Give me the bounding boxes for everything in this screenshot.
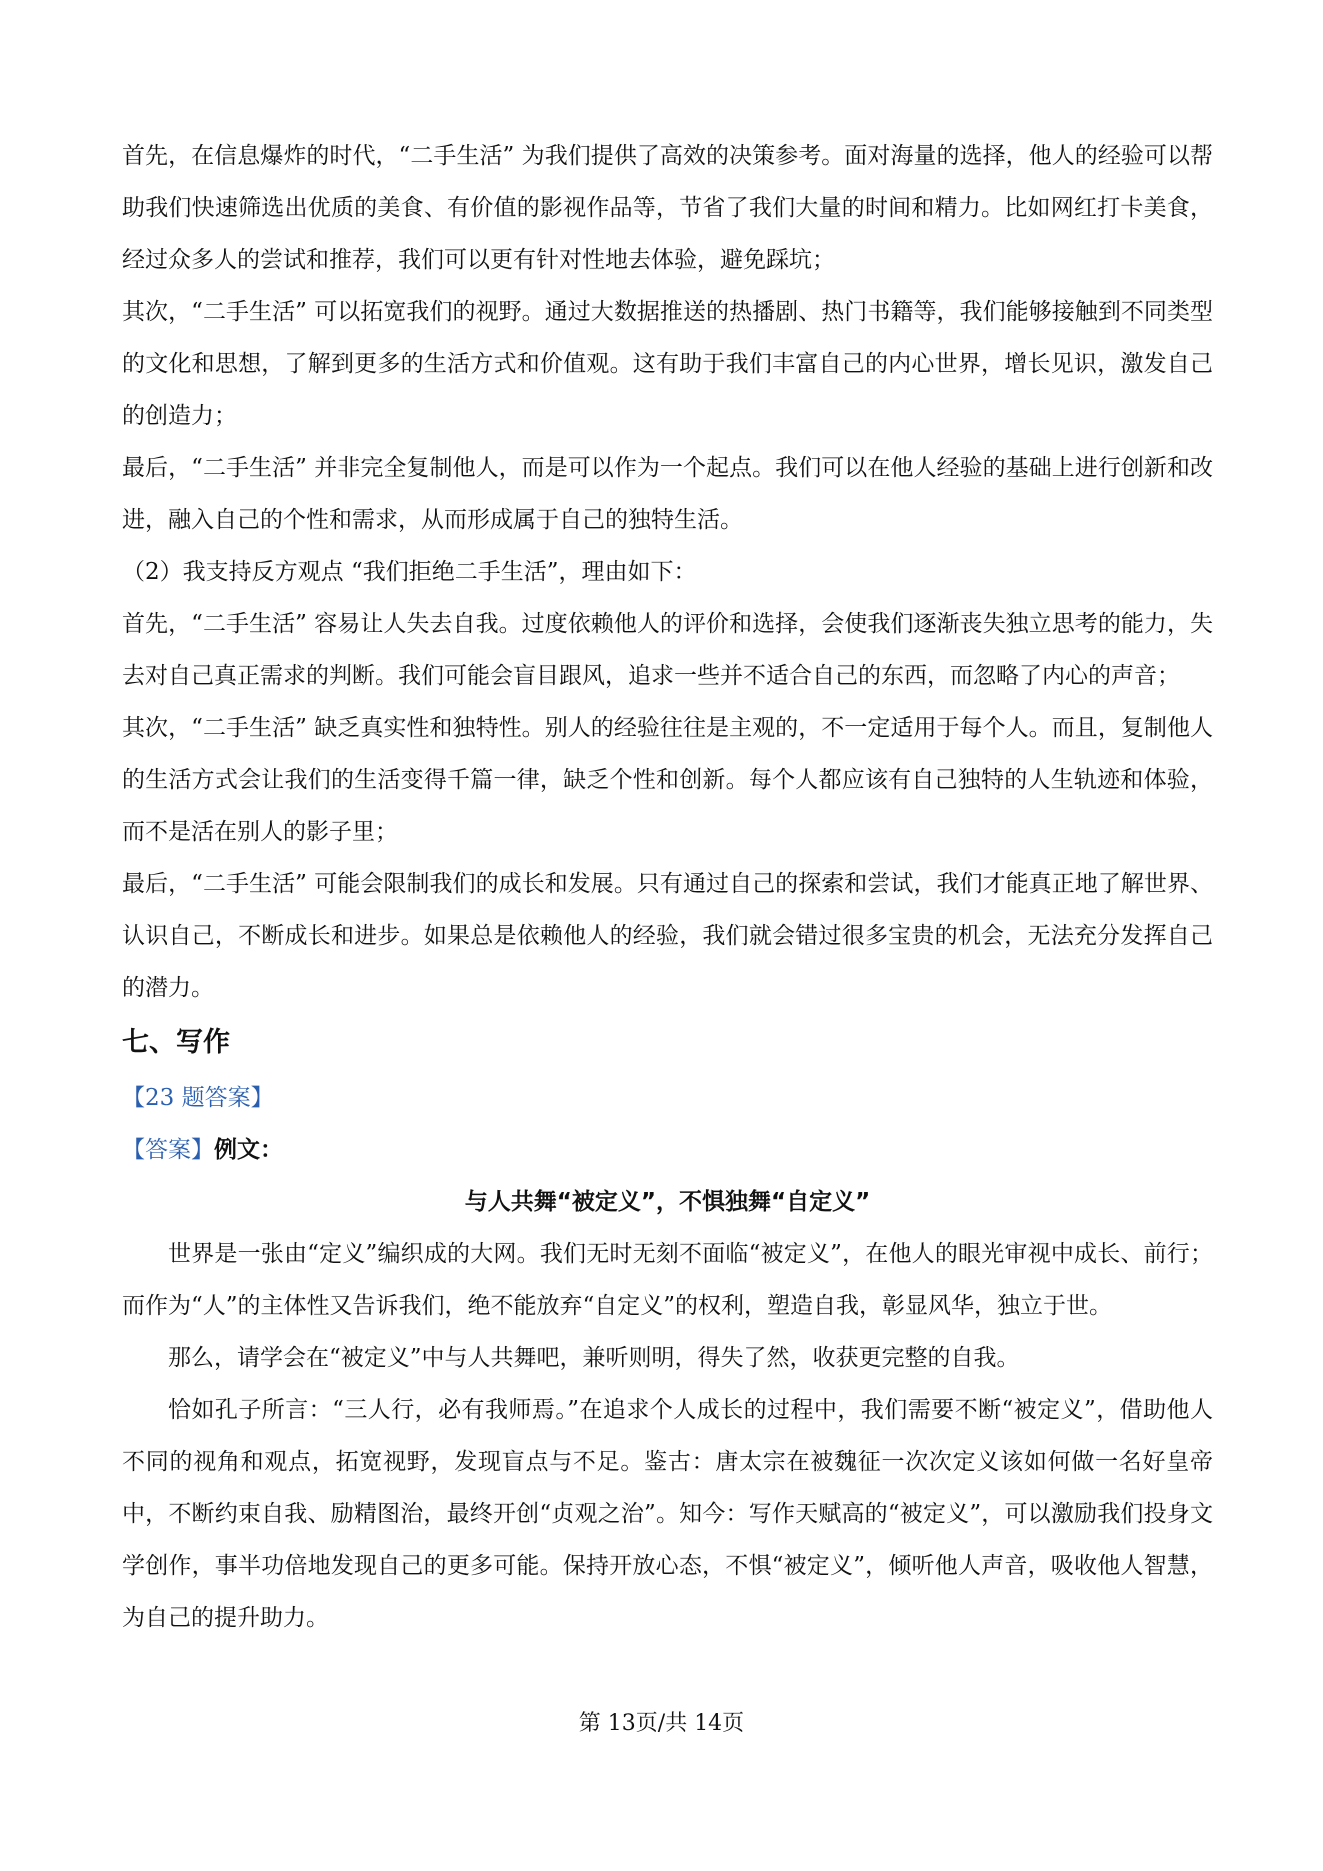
pro-paragraph-3: 最后，“二手生活” 并非完全复制他人，而是可以作为一个起点。我们可以在他人经验的基础上进行创新和改进，融入自己的个性和需求，从而形成属于自己的独特生活。: [122, 455, 1213, 533]
essay-paragraph-2: 那么，请学会在“被定义”中与人共舞吧，兼听则明，得失了然，收获更完整的自我。: [168, 1345, 1020, 1371]
answer-tag: 【答案】: [122, 1137, 214, 1163]
essay-paragraph-1: 世界是一张由“定义”编织成的大网。我们无时无刻不面临“被定义”，在他人的眼光审视中成长、前行；而作为“人”的主体性又告诉我们，绝不能放弃“自定义”的权利，塑造自我，彰显风华，独立于世。: [122, 1241, 1213, 1319]
page-footer: 第 13页/共 14页: [578, 1711, 745, 1736]
answer-line: [122, 1124, 1213, 1176]
pro-paragraph-1: 首先，在信息爆炸的时代，“二手生活” 为我们提供了高效的决策参考。面对海量的选择，他人的经验可以帮助我们快速筛选出优质的美食、有价值的影视作品等，节省了我们大量的时间和精力。比如网红打卡美食，经过众多人的尝试和推荐，我们可以更有针对性地去体验，避免踩坑；: [122, 143, 1213, 273]
con-paragraph-2: 其次，“二手生活” 缺乏真实性和独特性。别人的经验往往是主观的，不一定适用于每个人。而且，复制他人的生活方式会让我们的生活变得千篇一律，缺乏个性和创新。每个人都应该有自己独特的人生轨迹和体验，而不是活在别人的影子里；: [122, 715, 1213, 845]
pro-paragraph-2: 其次，“二手生活” 可以拓宽我们的视野。通过大数据推送的热播剧、热门书籍等，我们能够接触到不同类型的文化和思想，了解到更多的生活方式和价值观。这有助于我们丰富自己的内心世界，增长见识，激发自己的创造力；: [122, 299, 1213, 429]
con-paragraph-3: 最后，“二手生活” 可能会限制我们的成长和发展。只有通过自己的探索和尝试，我们才能真正地了解世界、认识自己，不断成长和进步。如果总是依赖他人的经验，我们就会错过很多宝贵的机会，无法充分发挥自己的潜力。: [122, 871, 1213, 1001]
essay-paragraph-3: 恰如孔子所言：“三人行，必有我师焉。”在追求个人成长的过程中，我们需要不断“被定义”，借助他人不同的视角和观点，拓宽视野，发现盲点与不足。鉴古：唐太宗在被魏征一次次定义该如何做一名好皇帝中，不断约束自我、励精图治，最终开创“贞观之治”。知今：写作天赋高的“被定义”，可以激励我们投身文学创作，事半功倍地发现自己的更多可能。保持开放心态，不惧“被定义”，倾听他人声音，吸收他人智慧，为自己的提升助力。: [122, 1397, 1213, 1631]
section-heading: 七、写作: [122, 1027, 230, 1058]
con-paragraph-1: 首先，“二手生活” 容易让人失去自我。过度依赖他人的评价和选择，会使我们逐渐丧失独立思考的能力，失去对自己真正需求的判断。我们可能会盲目跟风，追求一些并不适合自己的东西，而忽略了内心的声音；: [122, 611, 1213, 689]
answer-tag-23: 【23 题答案】: [122, 1085, 274, 1111]
example-label: 例文：: [214, 1136, 283, 1163]
con-intro: （2）我支持反方观点 “我们拒绝二手生活”，理由如下：: [122, 559, 697, 585]
essay-title: 与人共舞“被定义”，不惧独舞“自定义”: [464, 1189, 871, 1215]
